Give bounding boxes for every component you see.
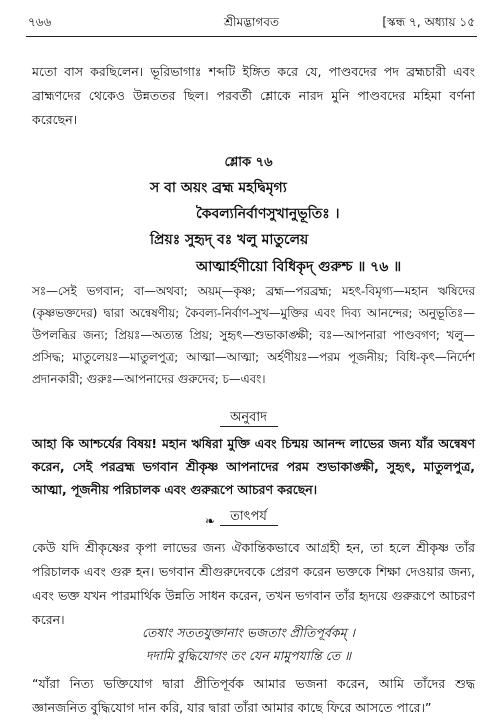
quoted-verse-line-1: তেষাং সততযুক্তানাং ভজতাং প্রীতিপূর্বকম্ । bbox=[141, 625, 356, 640]
page-number: ৭৬৬ bbox=[28, 15, 52, 29]
page-header bbox=[28, 12, 475, 34]
translation-heading: অনুবাদ bbox=[230, 410, 267, 425]
verse-line-3: প্রিয়ঃ সুহৃদ্ বঃ খলু মাতুলেয় bbox=[150, 232, 309, 248]
purport-ornament-icon: ❧ bbox=[205, 514, 216, 528]
book-title: শ্রীমদ্ভাগবত bbox=[223, 15, 279, 29]
verse-line-2: কৈবল্যনির্বাণসুখানুভূতিঃ । bbox=[196, 206, 340, 222]
purport-paragraph: কেউ যদি শ্রীকৃষ্ণের কৃপা লাভের জন্য ঐকান্তিকভাবে আগ্রহী হন, তা হলে শ্রীকৃষ্ণ তাঁর পরিচালক এবং গুরু হন। ভগবান শ্রীগুরুদেবকে প্রেরণ করেন ভক্তকে শিক্ষা দেওয়ার জন্য, এবং ভক্ত যখন পারমার্থিক উন্নতি সাধন করেন, তখন ভগবান তাঁর হৃদয়ে গুরুরূপে আচরণ করেন। bbox=[32, 540, 475, 627]
translation-heading-underline bbox=[220, 426, 278, 427]
verse-line-4: আত্মার্হণীয়ো বিধিকৃদ্ গুরুশ্চ ॥ ৭৬ ॥ bbox=[196, 259, 402, 275]
sloka-heading: শ্লোক ৭৬ bbox=[224, 155, 273, 170]
chapter-reference: [স্কন্ধ ৭, অধ্যায় ১৫ bbox=[382, 15, 475, 29]
translation-paragraph: আহা কি আশ্চর্যের বিষয়! মহান ঋষিরা মুক্তি এবং চিন্ময় আনন্দ লাভের জন্য যাঁর অন্বেষণ করেন, সেই পরব্রহ্ম ভগবান শ্রীকৃষ্ণ আপনাদের পরম শুভাকাঙ্ক্ষী, সুহৃৎ, মাতুলপুত্র, আত্মা, পূজনীয় পরিচালক এবং গুরুরূপে আচরণ করছেন। bbox=[32, 436, 475, 497]
synonyms-paragraph: সঃ—সেই ভগবান; বা—অথবা; অয়ম্—কৃষ্ণ; ব্রহ্ম—পরব্রহ্ম; মহৎ-বিমৃগ্য—মহান ঋষিদের (কৃষ্ণভক্তদের) দ্বারা অন্বেষণীয়; কৈবল্য-নির্বাণ-সুখ—মুক্তির এবং দিব্য আনন্দের; অনুভূতিঃ—উপলব্ধির জন্য; প্রিয়ঃ—অত্যন্ত প্রিয়; সুহৃৎ—শুভাকাঙ্ক্ষী; বঃ—আপনারা পাণ্ডবগণ; খলু—প্রসিদ্ধ; মাতুলেয়ঃ—মাতুলপুত্র; আত্মা—আত্মা; অর্হণীয়ঃ—পরম পূজনীয়; বিধি-কৃৎ—নির্দেশ প্রদানকারী; গুরুঃ—আপনাদের গুরুদেব; চ—এবং। bbox=[32, 284, 475, 386]
purport-heading-underline bbox=[220, 525, 278, 526]
header-divider bbox=[26, 36, 477, 37]
quoted-verse-line-2: দদামি বুদ্ধিযোগং তং যেন মামুপযান্তি তে ॥ bbox=[145, 648, 352, 663]
intro-paragraph: মতো বাস করছিলেন। ভূরিভাগাঃ শব্দটি ইঙ্গিত করে যে, পাণ্ডবদের পদ ব্রহ্মচারী এবং ব্রাহ্মণদের থেকেও উন্নততর ছিল। পরবর্তী শ্লোকে নারদ মুনি পাণ্ডবদের মহিমা বর্ণনা করেছেন। bbox=[32, 64, 475, 127]
verse-line-1: স বা অয়ং ব্রহ্ম মহদ্বিমৃগ্য bbox=[150, 180, 287, 196]
quoted-verse-translation: “যাঁরা নিত্য ভক্তিযোগ দ্বারা প্রীতিপূর্বক আমার ভজনা করেন, আমি তাঁদের শুদ্ধ জ্ঞানজনিত বুদ্ধিযোগ দান করি, যার দ্বারা তাঁরা আমার কাছে ফিরে আসতে পারে।” bbox=[32, 676, 475, 715]
purport-heading: তাৎপর্য bbox=[230, 509, 267, 524]
